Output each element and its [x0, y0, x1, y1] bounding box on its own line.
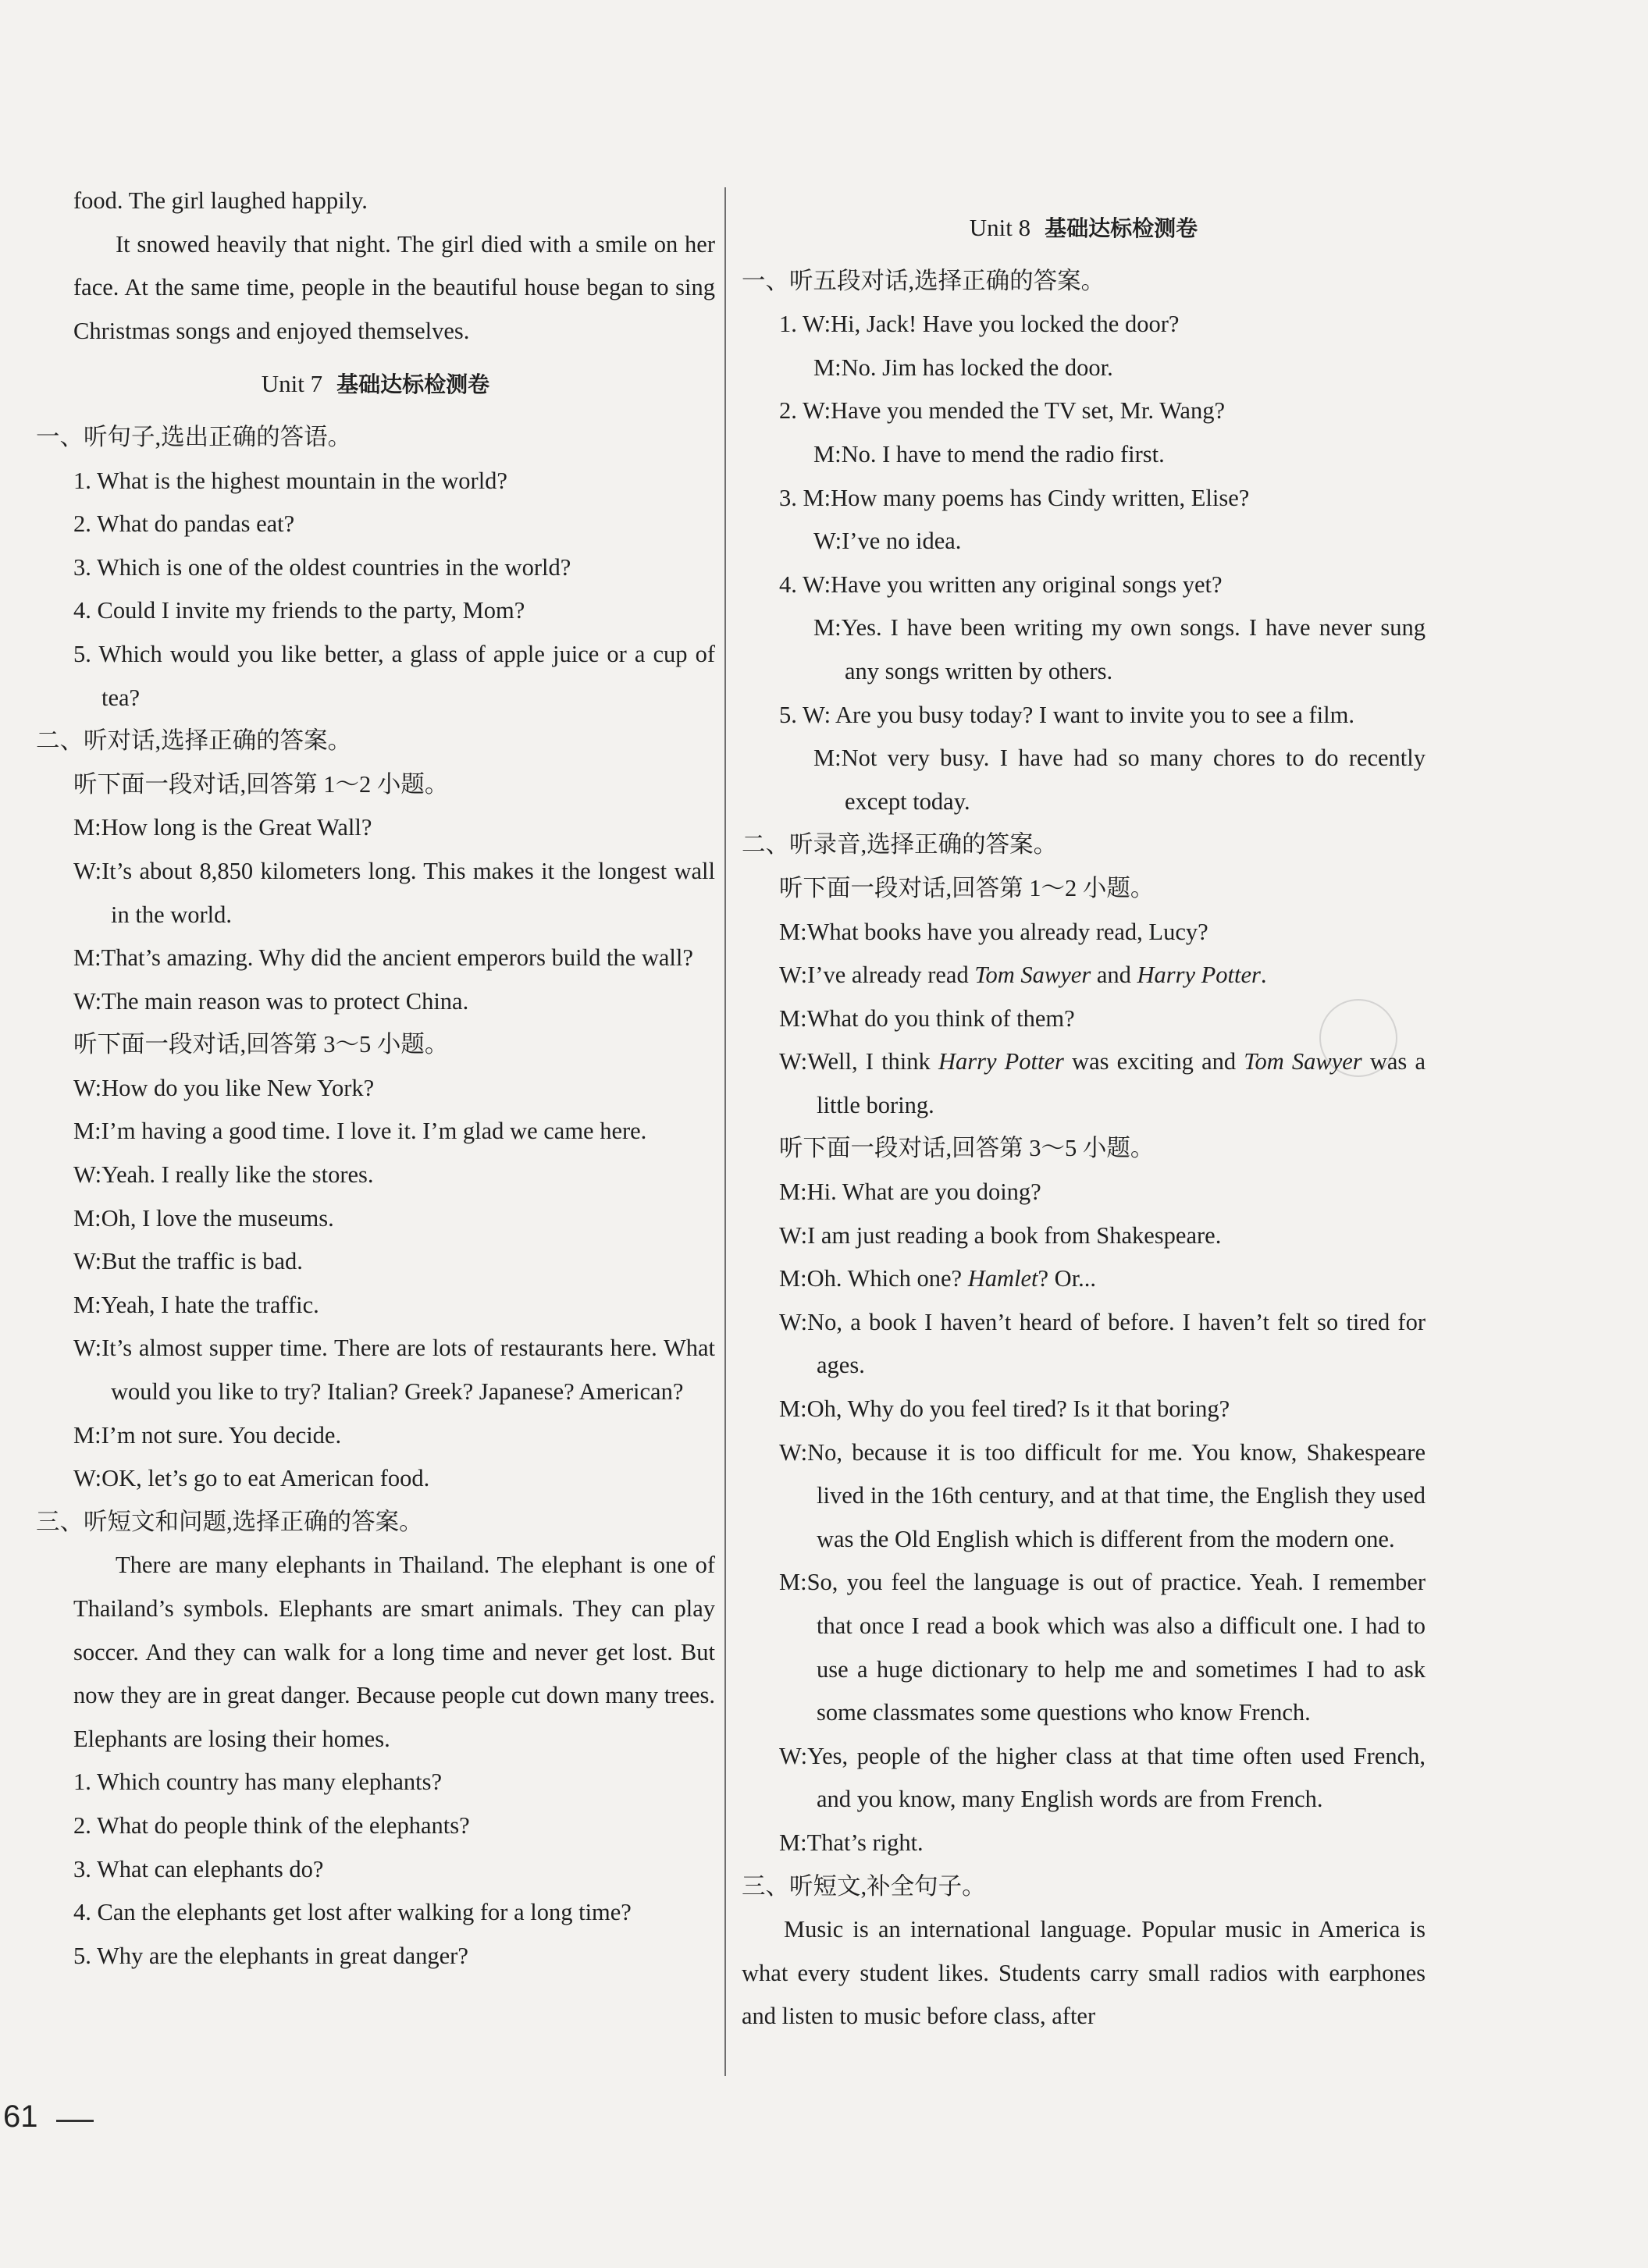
page-number-dash	[56, 2120, 94, 2122]
dialog-line: M:I’m having a good time. I love it. I’m glad we came here.	[73, 1118, 647, 1145]
binding-edge-marks	[0, 187, 11, 2060]
question-item: 1. Which country has many elephants?	[73, 1769, 443, 1796]
dialog-intro: 听下面一段对话,回答第 1～2 小题。	[73, 770, 449, 798]
dialog-line: W:No, because it is too difficult for me. You know, Shakespeare lived in the 16th century, and at that time, the English they used was the Old English which is different from the modern one.	[779, 1438, 1426, 1552]
dialog-line: M:Yeah, I hate the traffic.	[73, 1291, 319, 1318]
dialog-text: ? Or...	[1038, 1265, 1097, 1292]
unit-8-title-cn: 基础达标检测卷	[1045, 215, 1198, 241]
dialog-intro: 听下面一段对话,回答第 3～5 小题。	[779, 1135, 1155, 1162]
dialog-line: W:I am just reading a book from Shakespeare.	[779, 1221, 1222, 1249]
dialog-text: W:I’ve already read	[779, 962, 975, 989]
unit-7-title-en: Unit 7	[261, 370, 323, 398]
section-heading-2: 二、听对话,选择正确的答案。	[36, 727, 352, 755]
dialog-line	[742, 954, 1426, 997]
dialog-line: W:Yes, people of the higher class at that time often used French, and you know, many English words are from French.	[779, 1742, 1426, 1813]
dialog-line: M:Oh, Why do you feel tired? Is it that boring?	[779, 1395, 1230, 1423]
passage: There are many elephants in Thailand. The elephant is one of Thailand’s symbols. Elephants are smart animals. They can play soccer. And they can walk for a long time and never get lost. But now they are in great danger. Because people cut down many trees. Elephants are losing their homes.	[73, 1552, 715, 1752]
dialog-text: W:Well, I think	[779, 1048, 938, 1075]
unit-8-title	[742, 206, 1426, 251]
passage: Music is an international language. Popular music in America is what every student likes. Students carry small radios with earphones and listen to music before class, after	[742, 1916, 1426, 2030]
dialog-line: M:I’m not sure. You decide.	[73, 1421, 342, 1449]
question-item: 5. Why are the elephants in great danger?	[73, 1942, 468, 1969]
dialog-text: was a little boring.	[817, 1048, 1426, 1118]
dialog-line: M:So, you feel the language is out of practice. Yeah. I remember that once I read a book which was also a difficult one. I had to use a huge dictionary to help me and sometimes I had to ask some classmates some questions who know French.	[779, 1569, 1426, 1726]
dialog-intro: 听下面一段对话,回答第 1～2 小题。	[779, 874, 1155, 901]
dialog-answer: W:I’ve no idea.	[813, 528, 962, 555]
dialog-line: M:Oh, I love the museums.	[73, 1204, 334, 1232]
right-column	[742, 180, 1426, 2039]
dialog-line	[742, 1040, 1426, 1127]
dialog-text: .	[1260, 962, 1267, 989]
question-item: 1. What is the highest mountain in the world?	[73, 467, 507, 494]
question-item: 2. What do pandas eat?	[73, 510, 295, 538]
dialog-question: 4. W:Have you written any original songs yet?	[779, 571, 1223, 598]
book-title: Tom Sawyer	[1244, 1048, 1362, 1075]
section-heading-1: 一、听句子,选出正确的答语。	[36, 423, 352, 450]
dialog-line: M:How long is the Great Wall?	[73, 814, 372, 841]
dialog-answer: M:No. Jim has locked the door.	[813, 354, 1113, 381]
dialog-answer: M:No. I have to mend the radio first.	[813, 440, 1165, 467]
dialog-line: W:OK, let’s go to eat American food.	[73, 1465, 430, 1492]
dialog-line: W:It’s almost supper time. There are lots of restaurants here. What would you like to try? Italian? Greek? Japanese? American?	[73, 1335, 715, 1406]
question-item: 3. Which is one of the oldest countries in the world?	[73, 553, 571, 581]
dialog-text: was exciting and	[1063, 1048, 1244, 1075]
dialog-answer: M:Yes. I have been writing my own songs. I have never sung any songs written by others.	[813, 614, 1426, 684]
unit-8-title-en: Unit 8	[969, 214, 1031, 241]
dialog-line: W:Yeah. I really like the stores.	[73, 1161, 374, 1189]
dialog-line: W:How do you like New York?	[73, 1074, 375, 1101]
question-item: 3. What can elephants do?	[73, 1855, 324, 1882]
section-heading-2: 二、听录音,选择正确的答案。	[742, 831, 1058, 858]
dialog-question: 3. M:How many poems has Cindy written, Elise?	[779, 484, 1250, 511]
book-title: Tom Sawyer	[974, 962, 1091, 989]
dialog-line: M:Hi. What are you doing?	[779, 1178, 1041, 1206]
question-item: 4. Could I invite my friends to the party, Mom?	[73, 597, 525, 624]
dialog-line	[742, 1257, 1426, 1301]
question-item: 5. Which would you like better, a glass of apple juice or a cup of tea?	[73, 640, 715, 711]
dialog-line: M:What do you think of them?	[779, 1004, 1075, 1032]
page-number: 61	[3, 2099, 38, 2134]
section-heading-3: 三、听短文,补全句子。	[742, 1872, 986, 1900]
section-heading-1: 一、听五段对话,选择正确的答案。	[742, 267, 1105, 294]
dialog-answer: M:Not very busy. I have had so many chores to do recently except today.	[813, 745, 1426, 815]
dialog-text: M:Oh. Which one?	[779, 1265, 968, 1292]
dialog-question: 2. W:Have you mended the TV set, Mr. Wang?	[779, 397, 1226, 425]
dialog-line: W:It’s about 8,850 kilometers long. This makes it the longest wall in the world.	[73, 857, 715, 928]
dialog-line: M:What books have you already read, Lucy?	[779, 918, 1208, 945]
section-heading-3: 三、听短文和问题,选择正确的答案。	[36, 1508, 423, 1535]
dialog-line: W:The main reason was to protect China.	[73, 987, 469, 1015]
column-divider	[724, 187, 726, 2076]
dialog-question: 5. W: Are you busy today? I want to invite you to see a film.	[779, 701, 1354, 728]
dialog-question: 1. W:Hi, Jack! Have you locked the door?	[779, 311, 1180, 338]
dialog-line: W:But the traffic is bad.	[73, 1248, 303, 1275]
story-paragraph: It snowed heavily that night. The girl died with a smile on her face. At the same time, people in the beautiful house began to sing Christmas songs and enjoyed themselves.	[73, 230, 715, 344]
dialog-line: M:That’s right.	[779, 1829, 924, 1856]
question-item: 4. Can the elephants get lost after walking for a long time?	[73, 1899, 632, 1926]
unit-7-title	[36, 362, 715, 407]
left-column	[36, 180, 715, 1978]
dialog-line: W:No, a book I haven’t heard of before. I haven’t felt so tired for ages.	[779, 1308, 1426, 1379]
dialog-line: M:That’s amazing. Why did the ancient emperors build the wall?	[73, 944, 693, 972]
book-title: Hamlet	[967, 1265, 1038, 1292]
book-title: Harry Potter	[938, 1048, 1064, 1075]
dialog-intro: 听下面一段对话,回答第 3～5 小题。	[73, 1031, 449, 1058]
dialog-text: and	[1091, 962, 1137, 989]
unit-7-title-cn: 基础达标检测卷	[336, 371, 490, 398]
question-item: 2. What do people think of the elephants?	[73, 1811, 470, 1839]
book-title: Harry Potter	[1137, 962, 1261, 989]
story-line: food. The girl laughed happily.	[73, 187, 368, 214]
